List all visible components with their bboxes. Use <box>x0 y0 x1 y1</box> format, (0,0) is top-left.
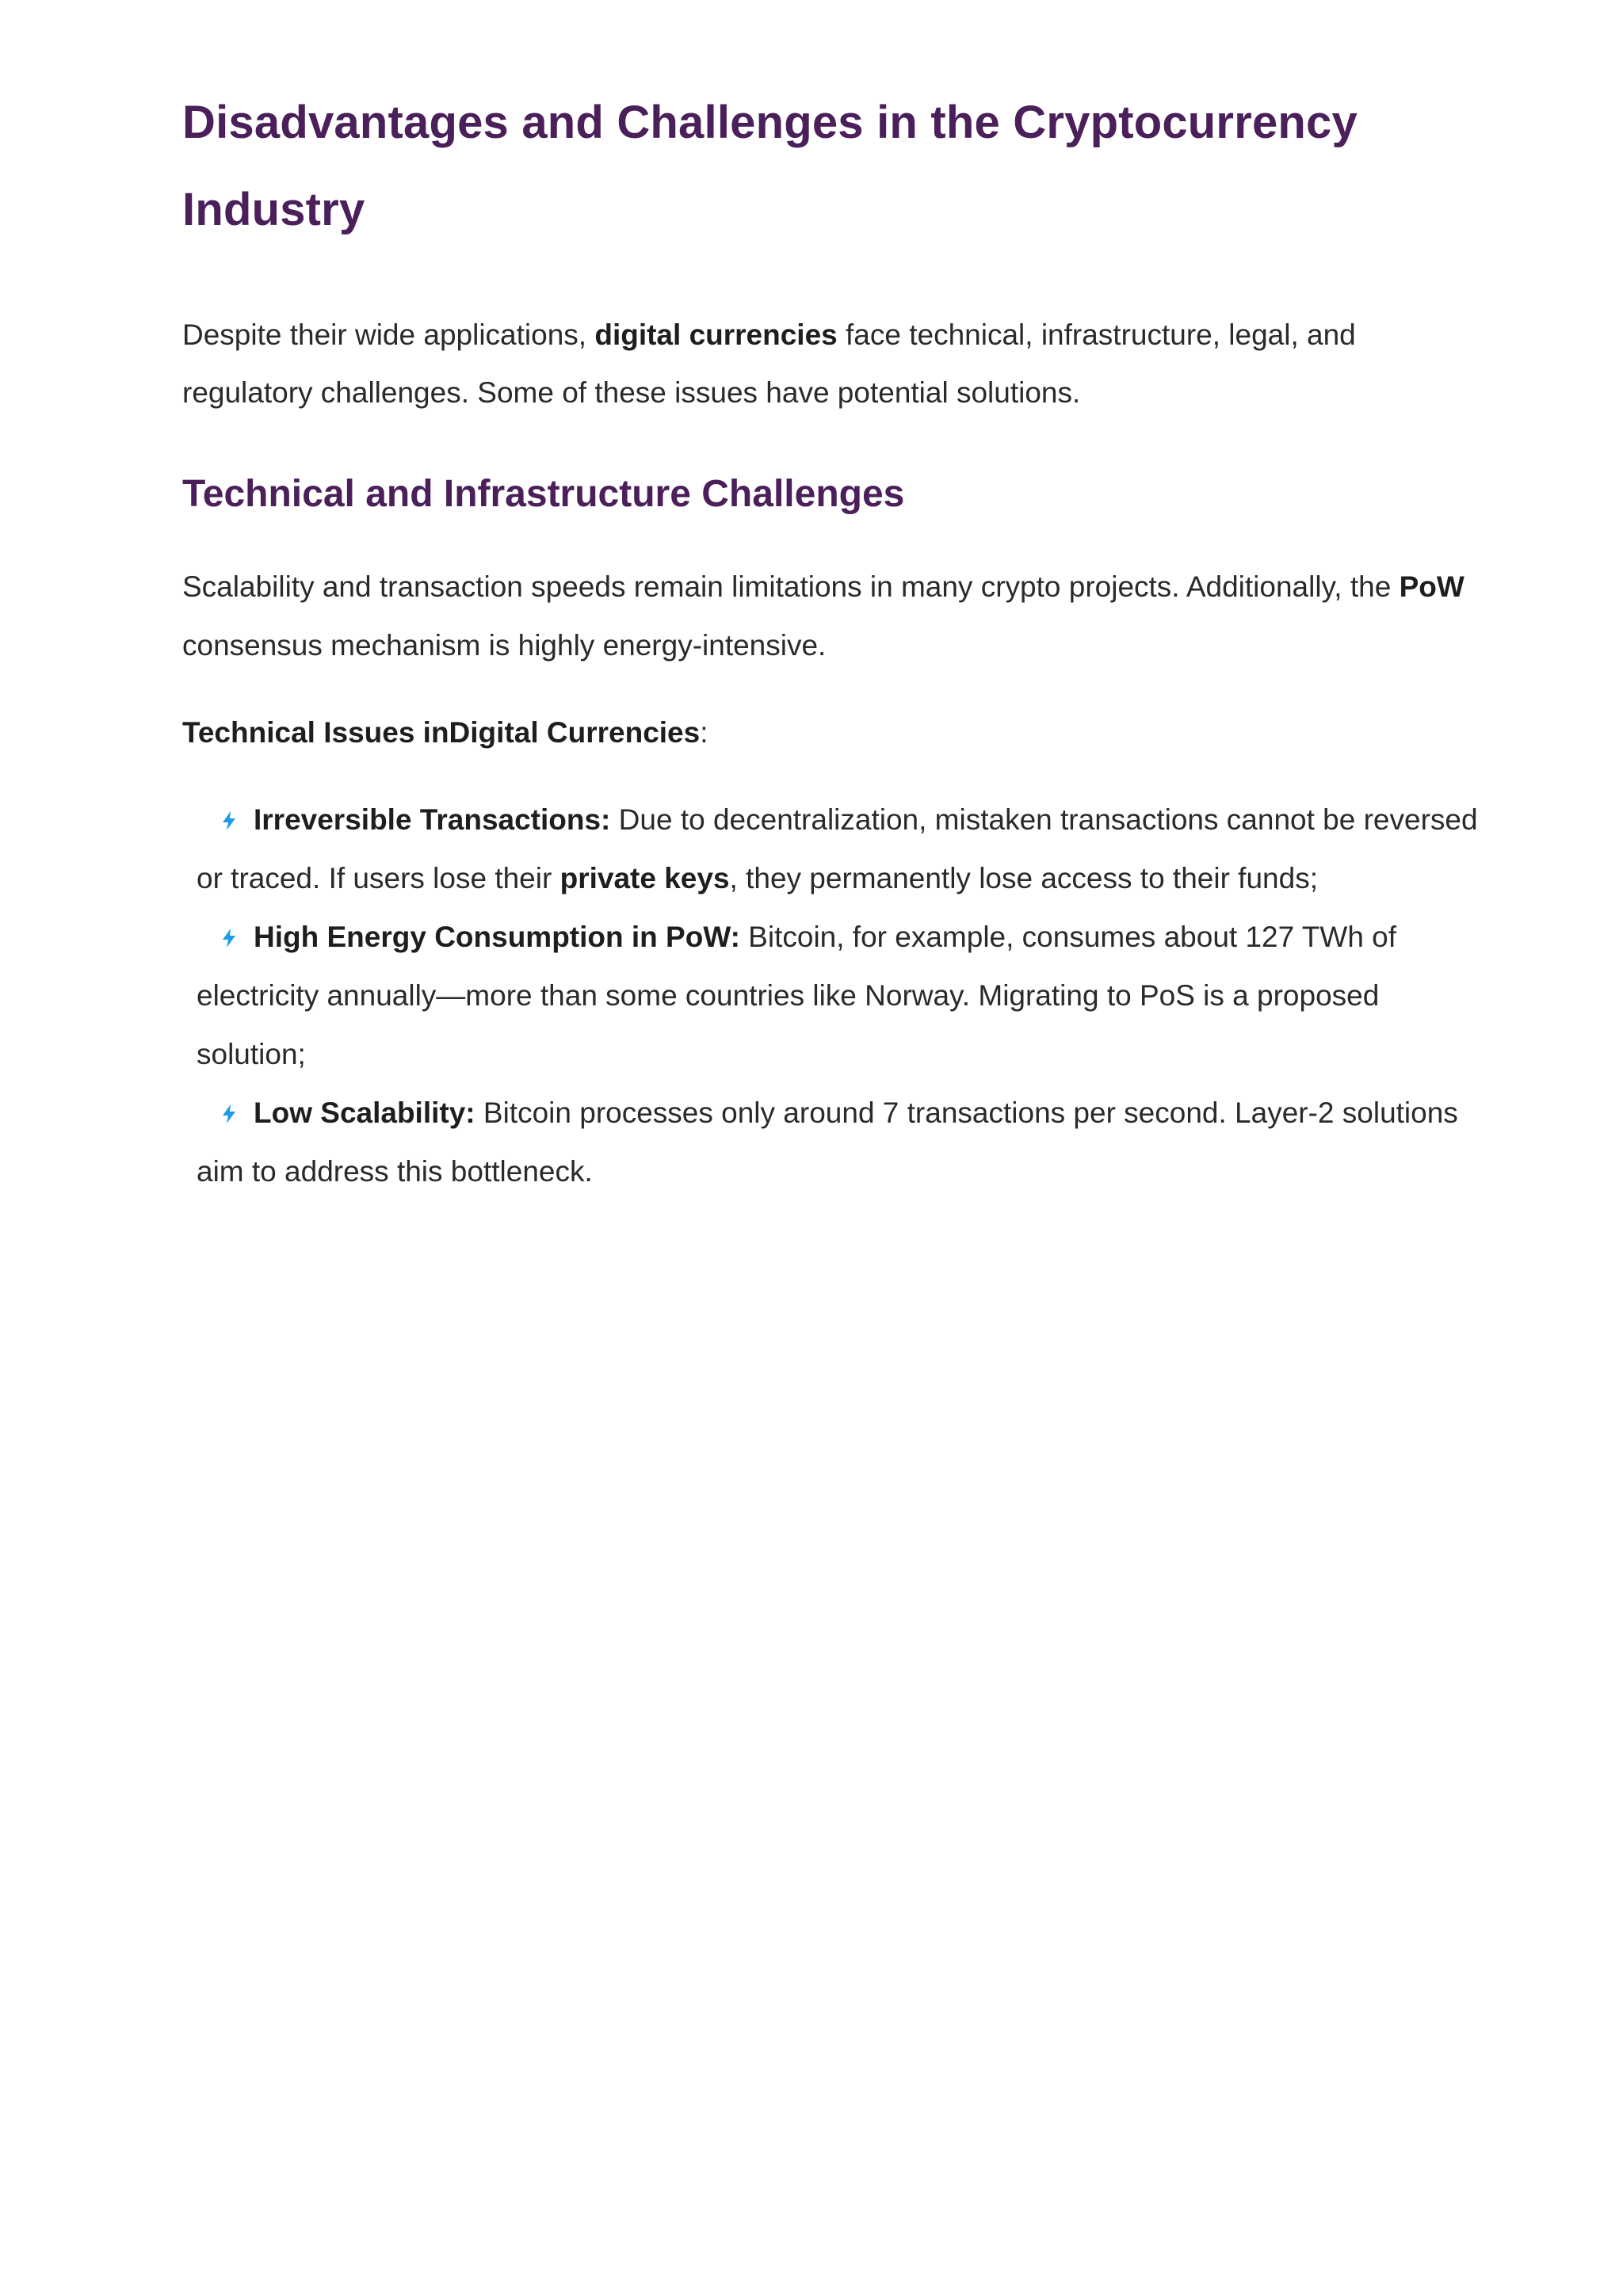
lightning-bolt-icon <box>220 928 238 948</box>
list-heading-bold: Technical Issues inDigital Currencies <box>182 716 701 749</box>
section-text-prefix: Scalability and transaction speeds remain limitations in many crypto projects. Additionally, the <box>182 570 1400 603</box>
technical-issues-list <box>182 791 1482 1201</box>
list-item <box>197 791 1482 908</box>
list-heading-colon: : <box>700 716 708 749</box>
section-bold-term: PoW <box>1399 570 1465 603</box>
section-paragraph <box>182 558 1482 675</box>
intro-bold-term: digital currencies <box>594 318 838 351</box>
intro-text-prefix: Despite their wide applications, <box>182 318 595 351</box>
list-item-label: Irreversible Transactions: <box>254 803 611 836</box>
section-text-suffix: consensus mechanism is highly energy-intensive. <box>182 629 827 662</box>
list-item-text-end: , they permanently lose access to their funds; <box>729 862 1318 894</box>
lightning-bolt-icon <box>220 1104 238 1124</box>
list-item <box>197 1084 1482 1201</box>
list-item-text: Bitcoin, for example, consumes about 127 TWh of electricity annually—more than some countries like Norway. Migrating to PoS is a proposed solution; <box>197 921 1397 1070</box>
intro-paragraph <box>182 306 1482 421</box>
intro-text-suffix: face technical, infrastructure, legal, and regulatory challenges. Some of these issues have potential solutions. <box>182 318 1356 409</box>
list-item-label: High Energy Consumption in PoW: <box>254 921 740 953</box>
section-title: Technical and Infrastructure Challenges <box>182 473 905 515</box>
list-item <box>197 908 1482 1084</box>
list-item-text: Due to decentralization, mistaken transactions cannot be reversed or traced. If users lose their <box>197 803 1478 894</box>
list-item-bold-term: private keys <box>559 862 730 894</box>
list-heading <box>182 704 1482 762</box>
list-item-label: Low Scalability: <box>254 1097 475 1129</box>
document-page <box>182 79 1482 1201</box>
page-title: Disadvantages and Challenges in the Cryptocurrency Industry <box>182 97 1358 235</box>
list-item-text: Bitcoin processes only around 7 transactions per second. Layer-2 solutions aim to address this bottleneck. <box>197 1097 1458 1188</box>
lightning-bolt-icon <box>220 810 238 831</box>
